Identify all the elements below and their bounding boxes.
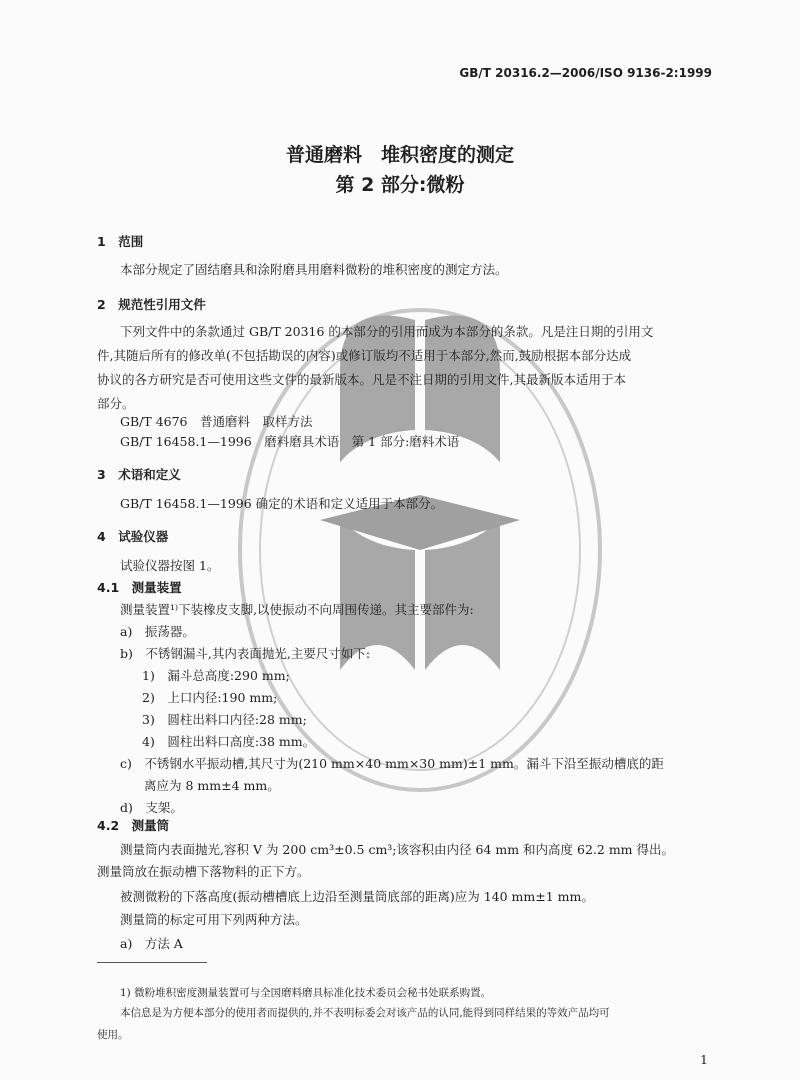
section-4-text: 试验仪器按图 1。 [120,558,220,573]
page-number: 1 [700,1052,708,1067]
sub-list-item: 4) 圆柱出料口高度:38 mm。 [142,734,316,749]
section-4-heading: 4 试验仪器 [97,529,169,544]
section-2-heading: 2 规范性引用文件 [97,297,206,312]
sub-list-item: 3) 圆柱出料口内径:28 mm; [142,712,307,727]
list-item: a) 方法 A [120,936,183,951]
section-4-2-para: 测量筒内表面抛光,容积 V 为 200 cm³±0.5 cm³;该容积由内径 64 mm 和内高度 62.2 mm 得出。 [120,842,675,857]
sub-list-item: 2) 上口内径:190 mm; [142,690,278,705]
footnote-divider [97,962,207,963]
list-item: c) 不锈钢水平振动槽,其尺寸为(210 mm×40 mm×30 mm)±1 mm。漏斗下沿至振动槽底的距 [120,756,664,771]
list-item: d) 支架。 [120,800,183,815]
section-2-para-line: 件,其随后所有的修改单(不包括勘误的内容)或修订版均不适用于本部分,然而,鼓励根据本部分达成 [97,348,632,363]
list-item: a) 振荡器。 [120,624,195,639]
section-4-2-para: 测量筒放在振动槽下落物料的正下方。 [97,864,310,879]
title-line-2: 第 2 部分:微粉 [335,174,465,196]
section-3-text: GB/T 16458.1—1996 确定的术语和定义适用于本部分。 [120,496,444,511]
list-item-continuation: 离应为 8 mm±4 mm。 [144,778,280,793]
sub-list-item: 1) 漏斗总高度:290 mm; [142,668,290,683]
section-1-text: 本部分规定了固结磨具和涂附磨具用磨料微粉的堆积密度的测定方法。 [120,262,508,277]
section-2-para-line: 部分。 [97,396,135,411]
section-4-2-para: 测量筒的标定可用下列两种方法。 [120,912,308,927]
standard-code: GB/T 20316.2—2006/ISO 9136-2:1999 [459,66,712,80]
section-4-1-text: 测量装置¹⁾下装橡皮支脚,以使振动不向周围传递。其主要部件为: [120,602,474,617]
section-4-2-para: 被测微粉的下落高度(振动槽槽底上边沿至测量筒底部的距离)应为 140 mm±1 mm。 [120,889,594,904]
section-4-2-heading: 4.2 测量筒 [97,818,170,833]
reference-item: GB/T 4676 普通磨料 取样方法 [120,414,313,429]
section-2-para-line: 协议的各方研究是否可使用这些文件的最新版本。凡是不注日期的引用文件,其最新版本适用于本 [97,372,626,387]
footnote: 使用。 [97,1029,129,1041]
section-3-heading: 3 术语和定义 [97,467,181,482]
footnote: 本信息是为方便本部分的使用者而提供的,并不表明标委会对该产品的认同,能得到同样结果的等效产品均可 [120,1007,610,1019]
section-1-heading: 1 范围 [97,234,144,249]
section-4-1-heading: 4.1 测量装置 [97,580,182,595]
section-2-para-line: 下列文件中的条款通过 GB/T 20316 的本部分的引用而成为本部分的条款。凡是注日期的引用文 [120,324,654,339]
list-item: b) 不锈钢漏斗,其内表面抛光,主要尺寸如下: [120,646,371,661]
reference-item: GB/T 16458.1—1996 磨料磨具术语 第 1 部分:磨料术语 [120,434,460,449]
footnote: 1) 微粉堆积密度测量装置可与全国磨料磨具标准化技术委员会秘书处联系购置。 [120,987,492,999]
title-line-1: 普通磨料 堆积密度的测定 [285,144,514,166]
